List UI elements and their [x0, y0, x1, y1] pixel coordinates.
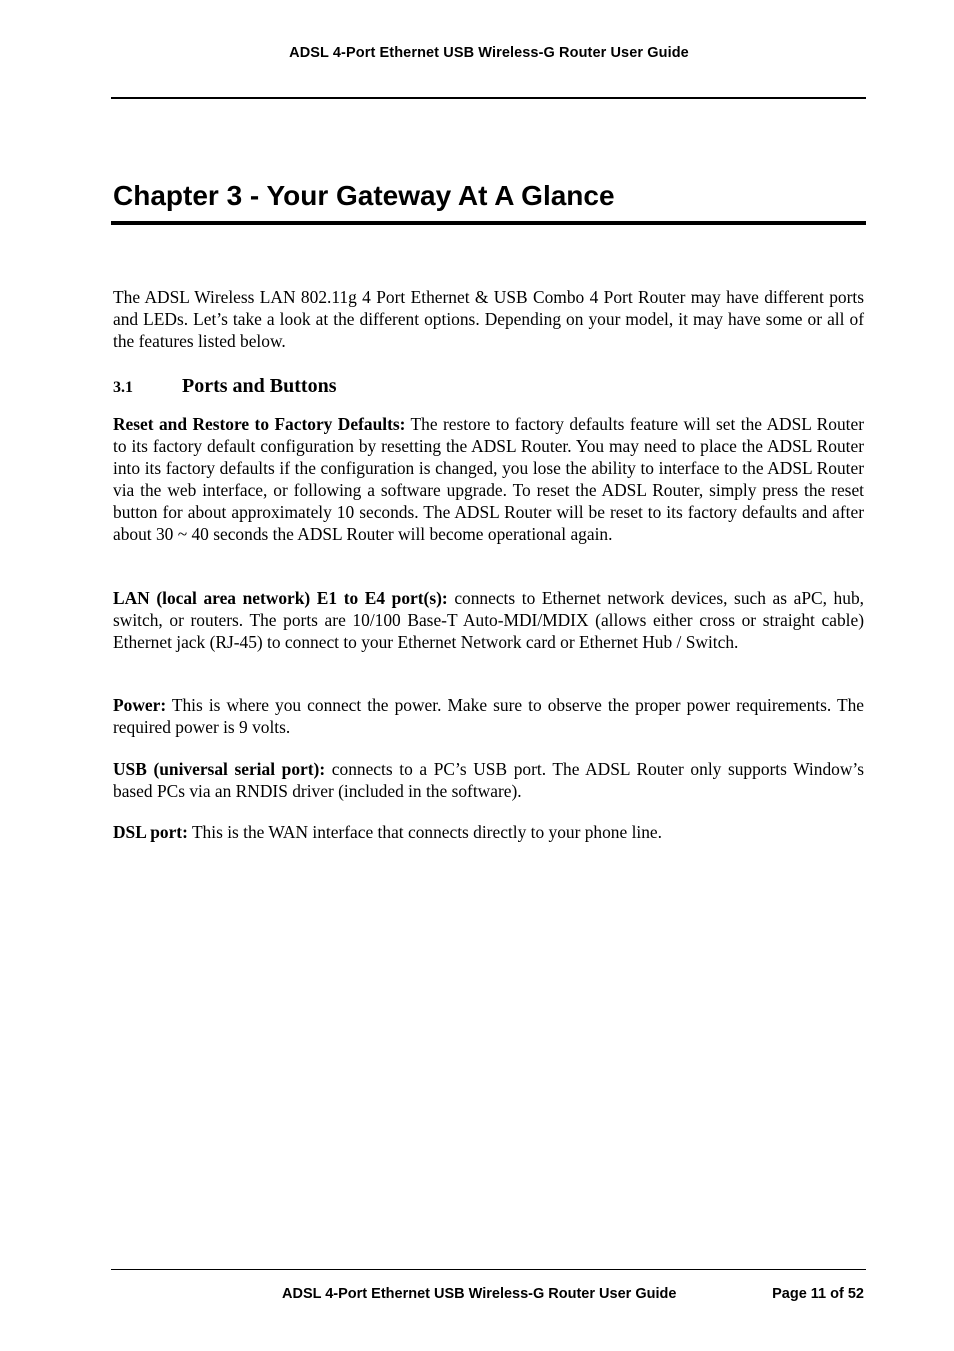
- footer-rule: [111, 1269, 866, 1270]
- intro-text: The ADSL Wireless LAN 802.11g 4 Port Ethernet & USB Combo 4 Port Router may have different ports and LEDs. Let’s take a look at the different options. Depending on your model, it may have some or all of the features listed below.: [113, 287, 864, 351]
- item-power: [113, 694, 864, 738]
- item-term: Reset and Restore to Factory Defaults:: [113, 414, 406, 434]
- item-term: DSL port:: [113, 822, 188, 842]
- running-header: ADSL 4-Port Ethernet USB Wireless-G Router User Guide: [289, 45, 689, 61]
- item-term: Power:: [113, 695, 167, 715]
- section-number: 3.1: [113, 379, 133, 396]
- item-text: This is the WAN interface that connects directly to your phone line.: [191, 822, 662, 842]
- page-number: Page 11 of 52: [772, 1286, 864, 1302]
- item-text: This is where you connect the power. Make sure to observe the proper power requirements. The required power is 9 volts.: [113, 695, 864, 737]
- item-text: The restore to factory defaults feature will set the ADSL Router to its factory default configuration by resetting the ADSL Router. You may need to place the ADSL Router into its factory defaults if the configuration is changed, you lose the ability to interface to the ADSL Router via the web interface, or following a software upgrade. To reset the ADSL Router, simply press the reset button for about approximately 10 seconds. The ADSL Router will be reset to its factory defaults and after about 30 ~ 40 seconds the ADSL Router will become operational again.: [113, 414, 864, 544]
- item-dsl-port: [113, 821, 864, 843]
- item-reset: [113, 413, 864, 545]
- section-heading: [113, 372, 336, 399]
- section-title: Ports and Buttons: [182, 375, 337, 397]
- item-text: connects to a PC’s USB port. The ADSL Router only supports Window’s based PCs via an RNDIS driver (included in the software).: [113, 759, 865, 801]
- chapter-rule: [111, 221, 866, 225]
- footer-title: ADSL 4-Port Ethernet USB Wireless-G Router User Guide: [282, 1286, 677, 1302]
- item-lan-ports: [113, 587, 864, 653]
- item-usb: [113, 758, 864, 802]
- item-term: USB (universal serial port):: [113, 759, 326, 779]
- item-text: connects to Ethernet network devices, such as aPC, hub, switch, or routers. The ports are 10/100 Base-T Auto-MDI/MDIX (allows either cross or straight cable) Ethernet jack (RJ-45) to connect to your Ethernet Network card or Ethernet Hub / Switch.: [113, 588, 864, 652]
- item-term: LAN (local area network) E1 to E4 port(s):: [113, 588, 448, 608]
- header-rule: [111, 97, 866, 99]
- chapter-title: Chapter 3 - Your Gateway At A Glance: [113, 180, 615, 211]
- intro-paragraph: [113, 286, 864, 352]
